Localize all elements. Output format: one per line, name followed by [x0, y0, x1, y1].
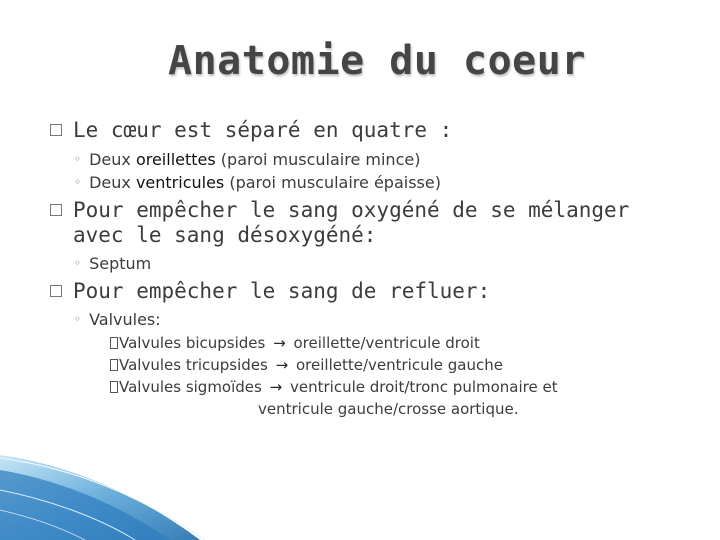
- detail-target: ventricule droit/tronc pulmonaire et: [290, 378, 558, 396]
- bullet-text: Pour empêcher le sang oxygéné de se mélanger: [73, 198, 630, 222]
- missing-glyph-icon: [110, 337, 118, 349]
- bullet-text: Le cœur est séparé en quatre :: [73, 118, 453, 142]
- detail-label: Valvules sigmoïdes: [119, 378, 262, 396]
- sub-text: Valvules:: [89, 310, 161, 329]
- sub-text: (paroi musculaire épaisse): [224, 173, 441, 192]
- sub-text: Septum: [89, 254, 152, 273]
- sub-item: [74, 310, 161, 329]
- detail-item: [110, 334, 480, 352]
- arrow-icon: →: [275, 356, 289, 374]
- sub-item: [74, 150, 420, 169]
- detail-target: oreillette/ventricule gauche: [296, 356, 503, 374]
- slide-title: Anatomie du coeur: [168, 38, 586, 84]
- ring-bullet-icon: ◦: [74, 312, 82, 326]
- bullet-text-continuation: avec le sang désoxygéné:: [73, 223, 377, 247]
- square-bullet-icon: [50, 285, 62, 297]
- detail-continuation: ventricule gauche/crosse aortique.: [258, 400, 519, 418]
- ring-bullet-icon: ◦: [74, 256, 82, 270]
- sub-text: Deux: [89, 173, 136, 192]
- bullet-text: Pour empêcher le sang de refluer:: [73, 279, 491, 303]
- detail-target: oreillette/ventricule droit: [293, 334, 480, 352]
- detail-item: [110, 378, 558, 396]
- ring-bullet-icon: ◦: [74, 152, 82, 166]
- sub-bold-text: oreillettes: [135, 150, 216, 169]
- sub-bold-text: ventricules: [135, 173, 225, 192]
- bullet-item-3: [50, 279, 490, 304]
- detail-label: Valvules tricupsides: [119, 356, 268, 374]
- square-bullet-icon: [50, 124, 62, 136]
- bullet-item-2: [50, 198, 629, 248]
- square-bullet-icon: [50, 204, 62, 216]
- detail-label: Valvules bicupsides: [119, 334, 266, 352]
- sub-item: [74, 173, 441, 192]
- missing-glyph-icon: [110, 359, 118, 371]
- arrow-icon: →: [269, 378, 283, 396]
- missing-glyph-icon: [110, 381, 118, 393]
- sub-text: (paroi musculaire mince): [215, 150, 421, 169]
- detail-item: [110, 356, 503, 374]
- bullet-item-1: [50, 118, 452, 143]
- sub-item: [74, 254, 151, 273]
- ring-bullet-icon: ◦: [74, 175, 82, 189]
- sub-text: Deux: [89, 150, 136, 169]
- arrow-icon: →: [273, 334, 286, 352]
